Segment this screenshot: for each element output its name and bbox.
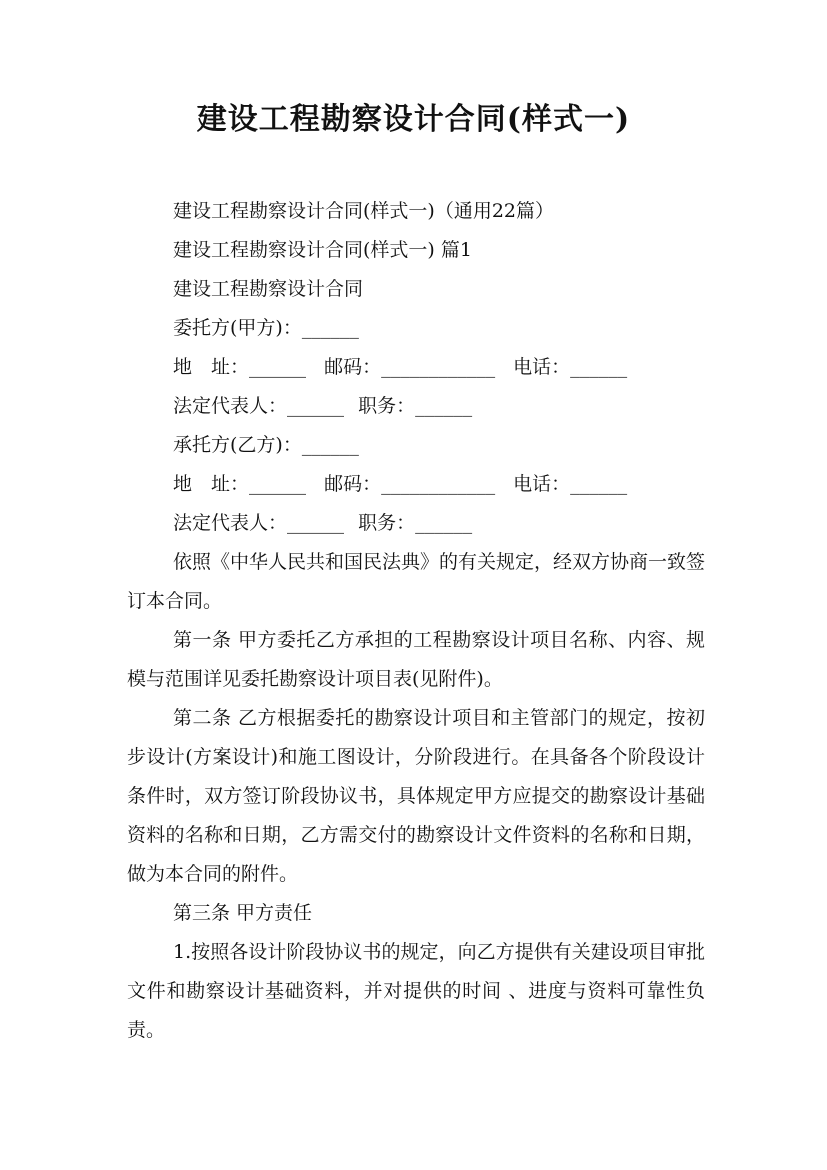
- party-b-rep-row: [127, 504, 705, 543]
- article-2-paragraph: 第二条 乙方根据委托的勘察设计项目和主管部门的规定，按初步设计(方案设计)和施工图设计，分阶段进行。在具备各个阶段设计条件时，双方签订阶段协议书，具体规定甲方应提交的勘察设计基础资料的名称和日期，乙方需交付的勘察设计文件资料的名称和日期，做为本合同的附件。: [127, 707, 705, 885]
- article-1-paragraph: 第一条 甲方委托乙方承担的工程勘察设计项目名称、内容、规模与范围详见委托勘察设计项目表(见附件)。: [127, 629, 705, 690]
- party-a-phone-label: 电话：______: [513, 356, 628, 378]
- party-b-phone-label: 电话：______: [513, 473, 628, 495]
- subtitle-line: 建设工程勘察设计合同(样式一)（通用22篇）: [173, 200, 555, 222]
- party-b-name-label: 承托方(乙方)：______: [173, 434, 359, 456]
- article-3-heading: 第三条 甲方责任: [173, 902, 313, 924]
- party-a-postcode-label: 邮码：____________: [324, 356, 496, 378]
- party-b-name-row: [127, 426, 705, 465]
- article-3-item-1: 1.按照各设计阶段协议书的规定，向乙方提供有关建设项目审批文件和勘察设计基础资料，并对提供的时间 、进度与资料可靠性负责。: [127, 941, 705, 1041]
- party-b-position-label: 职务：______: [358, 512, 473, 534]
- party-a-position-label: 职务：______: [358, 395, 473, 417]
- party-a-name-label: 委托方(甲方)：______: [173, 317, 359, 339]
- document-title: 建设工程勘察设计合同(样式一): [196, 102, 631, 137]
- party-a-legal-rep-label: 法定代表人：______: [173, 395, 345, 417]
- preamble-paragraph: 依照《中华人民共和国民法典》的有关规定，经双方协商一致签订本合同。: [127, 551, 706, 612]
- party-b-contact-row: [127, 465, 705, 504]
- contract-name: 建设工程勘察设计合同: [173, 278, 364, 300]
- document-body: [127, 192, 705, 1050]
- party-b-legal-rep-label: 法定代表人：______: [173, 512, 345, 534]
- party-a-rep-row: [127, 387, 705, 426]
- party-b-address-label: 地 址：______: [173, 473, 307, 495]
- party-a-name-row: [127, 309, 705, 348]
- article-heading: 建设工程勘察设计合同(样式一) 篇1: [173, 239, 472, 261]
- party-a-address-label: 地 址：______: [173, 356, 307, 378]
- party-b-postcode-label: 邮码：____________: [324, 473, 496, 495]
- party-a-contact-row: [127, 348, 705, 387]
